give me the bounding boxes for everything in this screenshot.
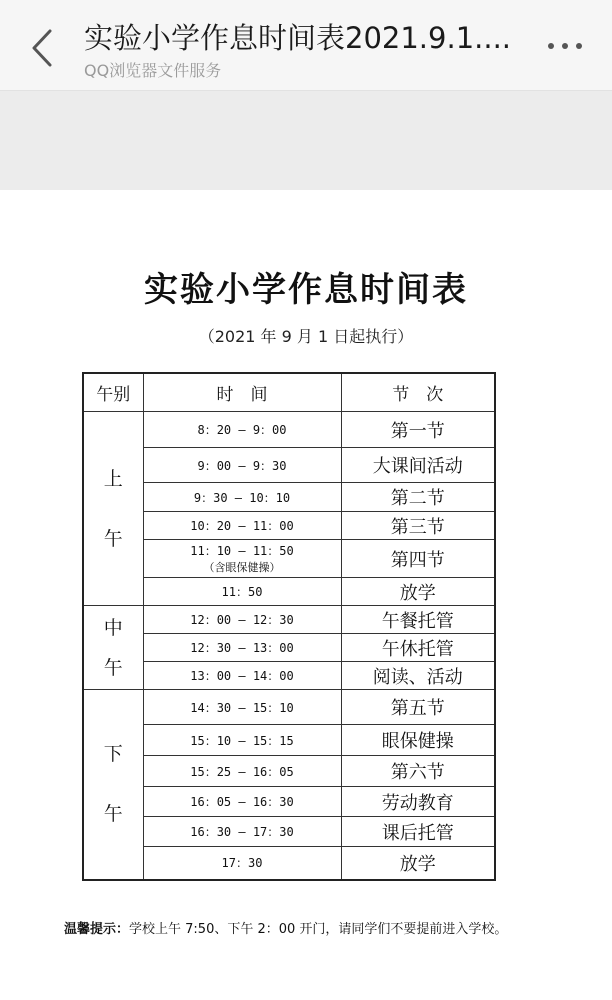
lesson-cell: 放学	[341, 847, 495, 880]
time-text: 12：00 — 12：30	[190, 613, 294, 627]
app-header	[0, 0, 612, 91]
document-title: 实验小学作息时间表	[144, 270, 468, 310]
period-cell	[83, 690, 143, 880]
period-char: 午	[103, 803, 123, 826]
table-row	[83, 725, 495, 756]
time-text: 16：30 — 17：30	[190, 825, 294, 839]
period-char: 中	[103, 616, 123, 639]
time-text: 14：30 — 15：10	[190, 700, 294, 715]
document-subtitle: （2021 年 9 月 1 日起执行）	[198, 327, 414, 346]
time-cell	[143, 725, 341, 756]
time-cell	[143, 483, 341, 512]
time-text: 12：30 — 13：00	[190, 641, 294, 655]
time-cell	[143, 512, 341, 540]
table-row	[83, 512, 495, 540]
time-text: 11：10 — 11：50	[190, 544, 294, 558]
lesson-cell: 第六节	[341, 756, 495, 787]
table-row	[83, 634, 495, 662]
table-row	[83, 483, 495, 512]
table-row	[83, 756, 495, 787]
lesson-cell: 大课间活动	[341, 448, 495, 483]
time-cell	[143, 606, 341, 634]
table-row	[83, 540, 495, 578]
more-dots-icon[interactable]	[545, 38, 585, 54]
lesson-cell: 放学	[341, 578, 495, 606]
time-cell	[143, 540, 341, 578]
time-text: 17：30	[221, 856, 263, 871]
notice-text: 学校上午 7:50、下午 2：00 开门，请同学们不要提前进入学校。	[129, 922, 508, 937]
page-subtitle: QQ浏览器文件服务	[84, 61, 222, 80]
table-row	[83, 448, 495, 483]
time-text: 8：20 — 9：00	[197, 423, 287, 437]
lesson-cell: 劳动教育	[341, 787, 495, 817]
lesson-cell: 第四节	[341, 540, 495, 578]
table-row	[83, 817, 495, 847]
time-text: 10：20 — 11：00	[190, 519, 294, 533]
lesson-cell: 阅读、活动	[341, 662, 495, 690]
lesson-cell: 午休托管	[341, 634, 495, 662]
time-text: 15：25 — 16：05	[190, 764, 294, 779]
time-cell	[143, 662, 341, 690]
time-text: 15：10 — 15：15	[190, 733, 294, 748]
time-cell	[143, 578, 341, 606]
table-row	[83, 606, 495, 634]
time-text: 9：00 — 9：30	[197, 458, 287, 473]
table-row	[83, 787, 495, 817]
time-cell	[143, 412, 341, 448]
time-cell	[143, 756, 341, 787]
page-title: 实验小学作息时间表2021.9.1....	[84, 21, 512, 55]
table-row	[83, 662, 495, 690]
lesson-cell: 课后托管	[341, 817, 495, 847]
time-text: 9：30 — 10：10	[193, 490, 291, 505]
table-row	[83, 578, 495, 606]
period-char: 下	[103, 743, 123, 766]
lesson-cell: 午餐托管	[341, 606, 495, 634]
lesson-cell: 眼保健操	[341, 725, 495, 756]
chevron-left-icon[interactable]	[26, 28, 60, 68]
table-header-row	[83, 373, 495, 412]
notice	[64, 918, 584, 937]
time-text: 13：00 — 14：00	[190, 669, 294, 683]
header-period: 午别	[83, 373, 143, 412]
lesson-cell: 第二节	[341, 483, 495, 512]
time-cell	[143, 817, 341, 847]
time-note: （含眼保健操）	[203, 561, 281, 574]
period-char: 午	[103, 656, 123, 679]
lesson-cell: 第三节	[341, 512, 495, 540]
time-cell	[143, 634, 341, 662]
gray-spacer	[0, 91, 612, 190]
header-time: 时 间	[143, 373, 341, 412]
period-char: 上	[103, 467, 123, 490]
time-cell	[143, 690, 341, 725]
period-cell	[83, 606, 143, 690]
time-text: 11：50	[221, 585, 263, 599]
time-cell	[143, 448, 341, 483]
table-row	[83, 412, 495, 448]
header-lesson: 节 次	[341, 373, 495, 412]
document-page	[0, 190, 612, 1000]
time-cell	[143, 787, 341, 817]
time-cell	[143, 847, 341, 880]
lesson-cell: 第五节	[341, 690, 495, 725]
period-cell	[83, 412, 143, 606]
period-char: 午	[103, 527, 123, 550]
lesson-cell: 第一节	[341, 412, 495, 448]
notice-label: 温馨提示：	[64, 922, 130, 937]
table-row	[83, 690, 495, 725]
table-row	[83, 847, 495, 880]
time-text: 16：05 — 16：30	[190, 795, 294, 809]
schedule-table	[82, 372, 496, 881]
